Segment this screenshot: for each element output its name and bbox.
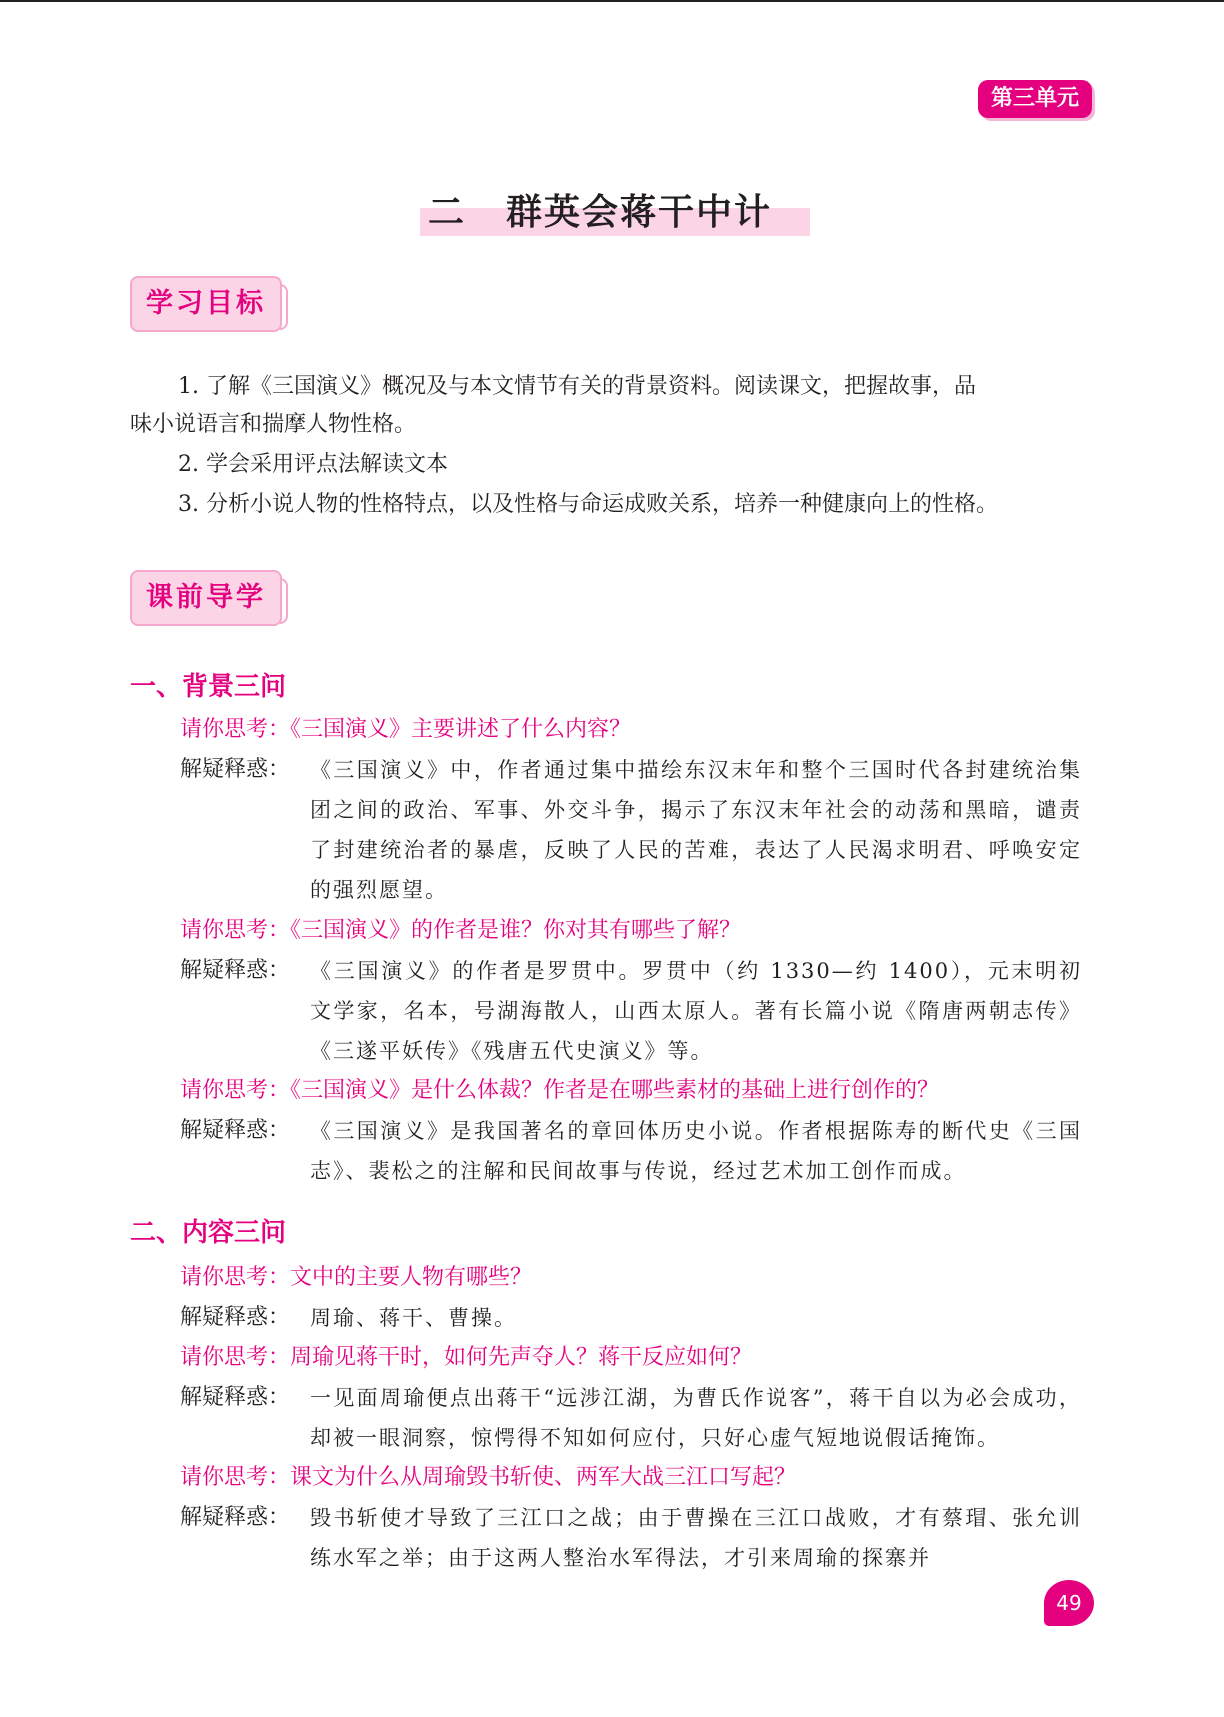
question-label: 请你思考： <box>180 918 291 943</box>
answer-label: 解疑释惑： <box>180 1385 291 1410</box>
question-row <box>180 1459 796 1497</box>
answer-label: 解疑释惑： <box>180 1118 291 1143</box>
question-row <box>180 1339 752 1377</box>
answer-text: 一见面周瑜便点出蒋干“远涉江湖，为曹氏作说客”，蒋干自以为必会成功，却被一眼洞察，惊愕得不知如何应付，只好心虚气短地说假话掩饰。 <box>310 1386 1082 1450</box>
question-text: 《三国演义》的作者是谁？你对其有哪些了解？ <box>290 918 742 943</box>
question-label: 请你思考： <box>180 1265 291 1290</box>
question-text: 周瑜见蒋干时，如何先声夺人？蒋干反应如何？ <box>290 1345 753 1370</box>
page-number: 49 <box>1044 1580 1094 1626</box>
answer-text: 周瑜、蒋干、曹操。 <box>310 1306 517 1330</box>
question-row <box>180 1259 532 1297</box>
objective-2: 2. 学会采用评点法解读文本 <box>178 452 448 477</box>
lesson-title-text: 群英会蒋干中计 <box>506 192 773 233</box>
answer-label: 解疑释惑： <box>180 1305 291 1330</box>
question-row <box>180 912 741 950</box>
answer-label: 解疑释惑： <box>180 757 291 782</box>
question-label: 请你思考： <box>180 717 291 742</box>
answer-label: 解疑释惑： <box>180 958 291 983</box>
question-text: 《三国演义》是什么体裁？作者是在哪些素材的基础上进行创作的？ <box>290 1078 940 1103</box>
lesson-title <box>420 186 810 240</box>
answer-text: 《三国演义》是我国著名的章回体历史小说。作者根据陈寿的断代史《三国志》、裴松之的注解和民间故事与传说，经过艺术加工创作而成。 <box>310 1119 1082 1183</box>
question-label: 请你思考： <box>180 1345 291 1370</box>
top-rule <box>0 0 1224 2</box>
preview-tab: 课前导学 <box>130 570 282 626</box>
answer-text: 《三国演义》中，作者通过集中描绘东汉末年和整个三国时代各封建统治集团之间的政治、军事、外交斗争，揭示了东汉末年社会的动荡和黑暗，谴责了封建统治者的暴虐，反映了人民的苦难，表达了人民渴求明君、呼唤安定的强烈愿望。 <box>310 758 1082 902</box>
answer-label: 解疑释惑： <box>180 1505 291 1530</box>
question-label: 请你思考： <box>180 1078 291 1103</box>
question-text: 文中的主要人物有哪些？ <box>290 1265 533 1290</box>
part1-heading: 一、背景三问 <box>130 672 287 702</box>
question-text: 课文为什么从周瑜毁书斩使、两军大战三江口写起？ <box>290 1465 797 1490</box>
answer-text: 《三国演义》的作者是罗贯中。罗贯中（约 1330—约 1400），元末明初文学家，名本，号湖海散人，山西太原人。著有长篇小说《隋唐两朝志传》《三遂平妖传》《残唐五代史演义》等。 <box>310 959 1082 1063</box>
question-label: 请你思考： <box>180 1465 291 1490</box>
lesson-number: 二 <box>428 192 467 233</box>
question-text: 《三国演义》主要讲述了什么内容？ <box>290 717 632 742</box>
objective-1-cont: 味小说语言和揣摩人物性格。 <box>130 412 417 437</box>
objective-3: 3. 分析小说人物的性格特点，以及性格与命运成败关系，培养一种健康向上的性格。 <box>178 492 998 517</box>
objectives-tab: 学习目标 <box>130 276 282 332</box>
part2-heading: 二、内容三问 <box>130 1218 287 1248</box>
unit-badge: 第三单元 <box>978 80 1092 118</box>
answer-text: 毁书斩使才导致了三江口之战；由于曹操在三江口战败，才有蔡瑁、张允训练水军之举；由于这两人整治水军得法，才引来周瑜的探寨并 <box>310 1506 1082 1570</box>
question-row <box>180 711 631 749</box>
objective-1: 1. 了解《三国演义》概况及与本文情节有关的背景资料。阅读课文，把握故事，品 <box>178 374 976 399</box>
question-row <box>180 1072 939 1110</box>
